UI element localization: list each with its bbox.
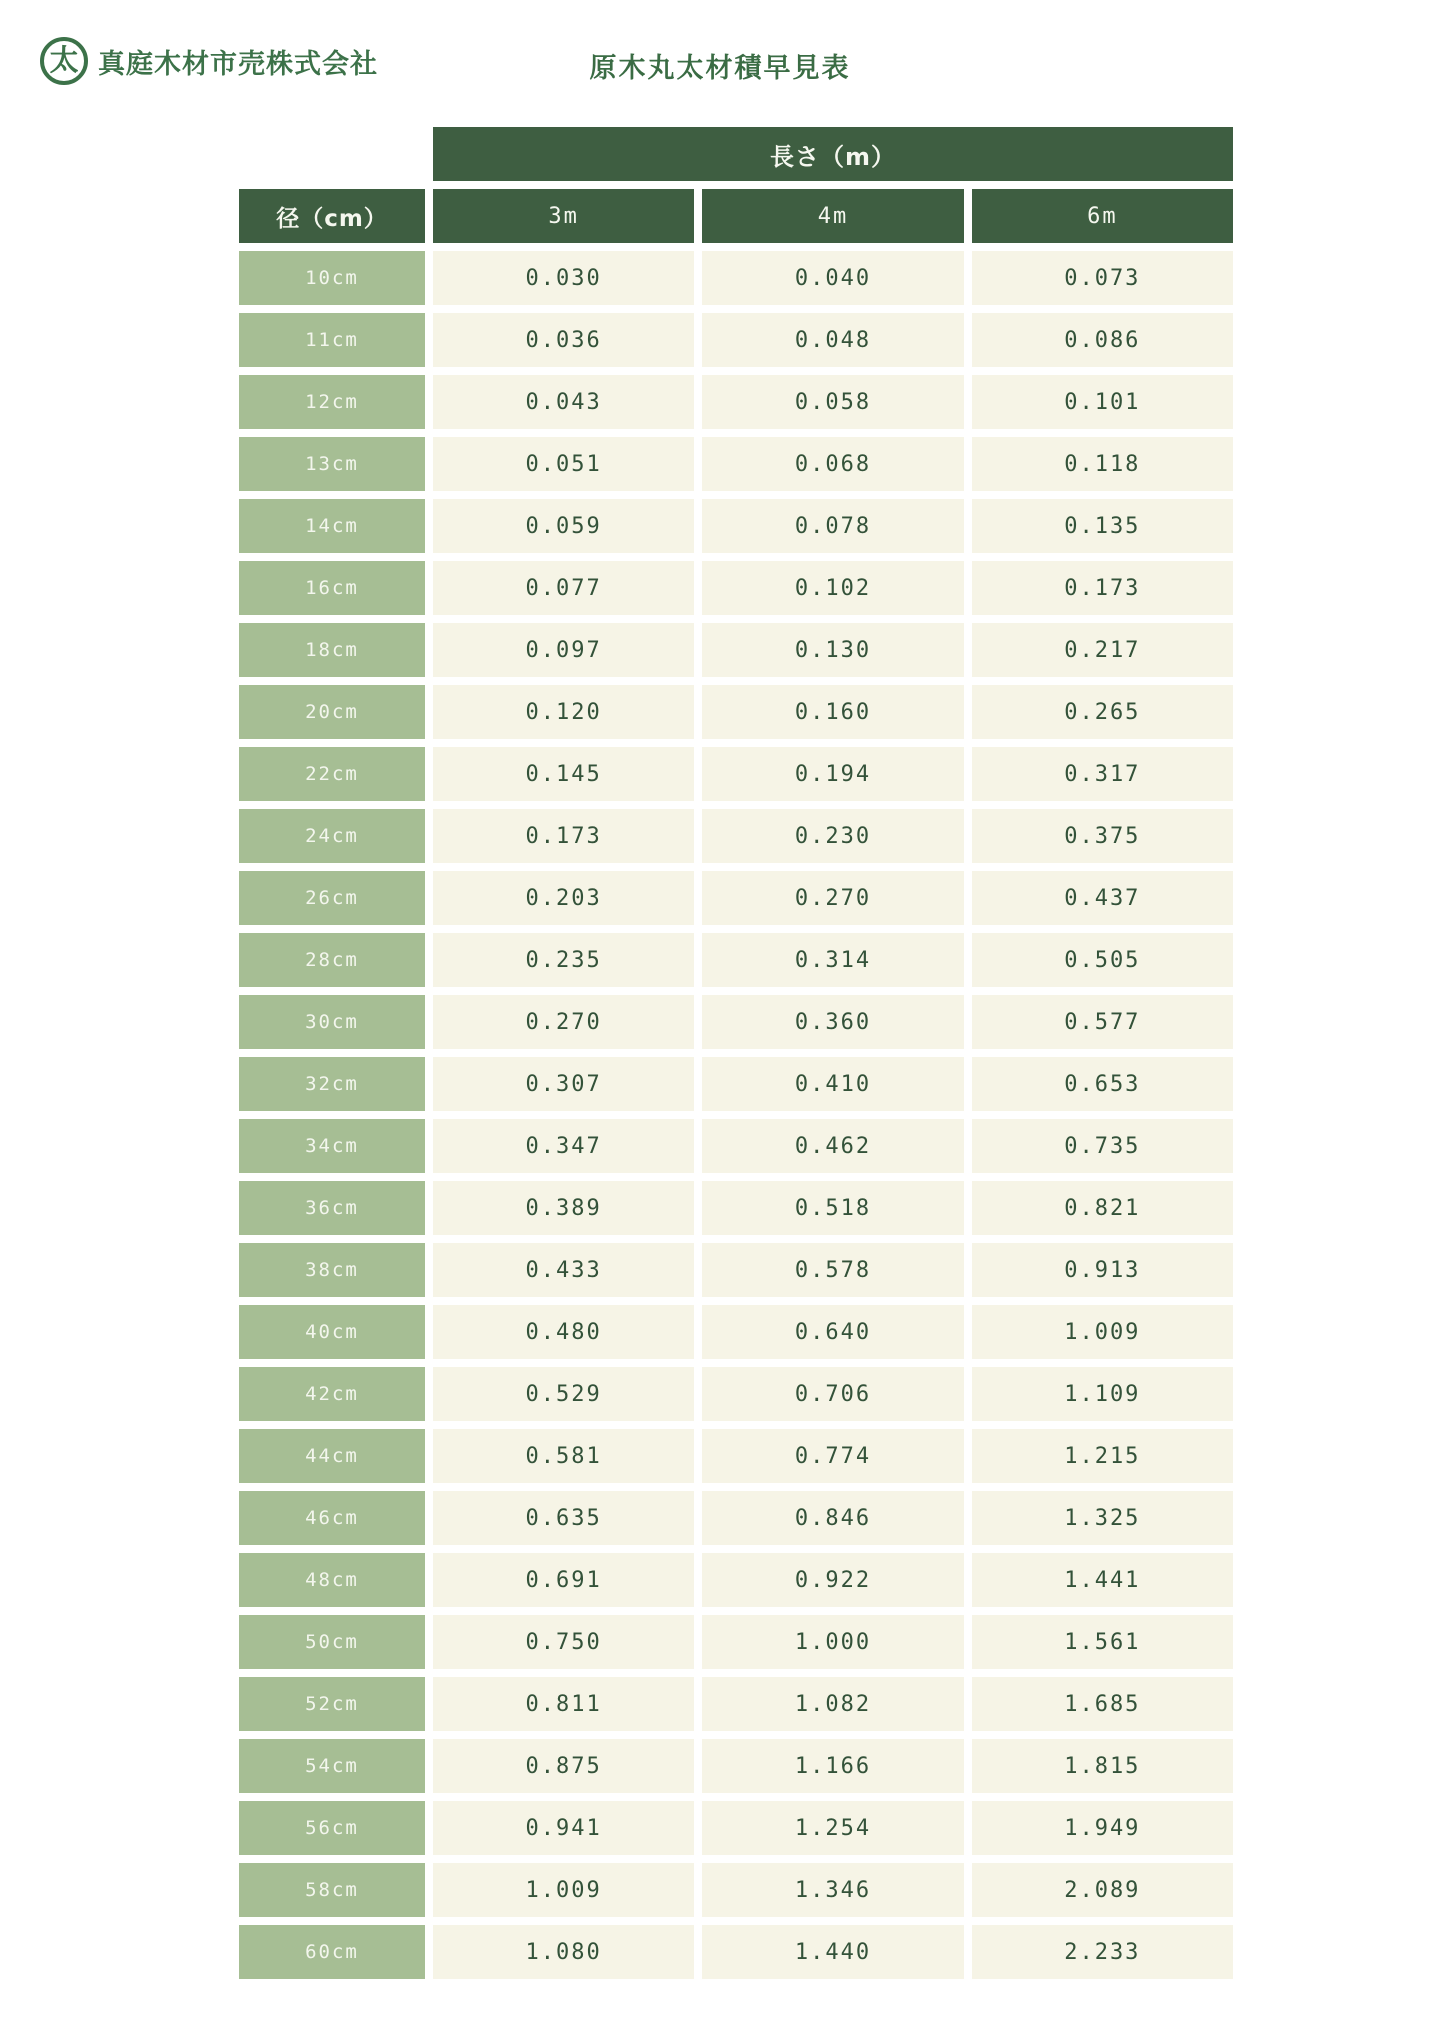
col-header-6m: 6m: [972, 189, 1233, 243]
volume-cell: 0.130: [702, 623, 963, 677]
diameter-cell: 24cm: [239, 809, 425, 863]
volume-cell: 1.561: [972, 1615, 1233, 1669]
page-title: 原木丸太材積早見表: [589, 53, 851, 84]
volume-cell: 0.086: [972, 313, 1233, 367]
length-group-header: 長さ（m）: [433, 127, 1233, 181]
diameter-cell: 12cm: [239, 375, 425, 429]
volume-cell: 0.173: [433, 809, 694, 863]
volume-cell: 0.102: [702, 561, 963, 615]
volume-cell: 0.203: [433, 871, 694, 925]
volume-cell: 0.194: [702, 747, 963, 801]
diameter-cell: 58cm: [239, 1863, 425, 1917]
volume-cell: 0.437: [972, 871, 1233, 925]
diameter-cell: 26cm: [239, 871, 425, 925]
volume-cell: 0.735: [972, 1119, 1233, 1173]
diameter-cell: 40cm: [239, 1305, 425, 1359]
diameter-cell: 56cm: [239, 1801, 425, 1855]
diameter-cell: 34cm: [239, 1119, 425, 1173]
diameter-cell: 22cm: [239, 747, 425, 801]
volume-cell: 1.166: [702, 1739, 963, 1793]
company-name: 真庭木材市売株式会社: [98, 48, 378, 80]
volume-cell: 0.941: [433, 1801, 694, 1855]
volume-cell: 0.635: [433, 1491, 694, 1545]
volume-cell: 0.706: [702, 1367, 963, 1421]
volume-cell: 0.270: [702, 871, 963, 925]
volume-cell: 0.529: [433, 1367, 694, 1421]
volume-cell: 1.346: [702, 1863, 963, 1917]
diameter-cell: 36cm: [239, 1181, 425, 1235]
volume-cell: 0.077: [433, 561, 694, 615]
volume-cell: 0.036: [433, 313, 694, 367]
volume-cell: 0.314: [702, 933, 963, 987]
volume-cell: 0.640: [702, 1305, 963, 1359]
diameter-cell: 13cm: [239, 437, 425, 491]
volume-cell: 0.433: [433, 1243, 694, 1297]
diameter-cell: 11cm: [239, 313, 425, 367]
volume-cell: 0.811: [433, 1677, 694, 1731]
volume-cell: 0.505: [972, 933, 1233, 987]
volume-cell: 0.875: [433, 1739, 694, 1793]
volume-cell: 1.000: [702, 1615, 963, 1669]
volume-cell: 0.653: [972, 1057, 1233, 1111]
volume-cell: 1.325: [972, 1491, 1233, 1545]
diameter-cell: 60cm: [239, 1925, 425, 1979]
diameter-cell: 28cm: [239, 933, 425, 987]
volume-cell: 0.043: [433, 375, 694, 429]
diameter-cell: 32cm: [239, 1057, 425, 1111]
volume-cell: 0.581: [433, 1429, 694, 1483]
diameter-cell: 38cm: [239, 1243, 425, 1297]
diameter-cell: 14cm: [239, 499, 425, 553]
volume-cell: 0.030: [433, 251, 694, 305]
volume-cell: 0.518: [702, 1181, 963, 1235]
volume-cell: 0.120: [433, 685, 694, 739]
volume-cell: 0.059: [433, 499, 694, 553]
volume-cell: 0.078: [702, 499, 963, 553]
volume-cell: 0.217: [972, 623, 1233, 677]
volume-cell: 0.068: [702, 437, 963, 491]
volume-cell: 0.160: [702, 685, 963, 739]
volume-cell: 1.254: [702, 1801, 963, 1855]
volume-cell: 0.774: [702, 1429, 963, 1483]
volume-cell: 0.135: [972, 499, 1233, 553]
volume-cell: 0.230: [702, 809, 963, 863]
volume-cell: 0.265: [972, 685, 1233, 739]
volume-cell: 1.949: [972, 1801, 1233, 1855]
volume-cell: 0.375: [972, 809, 1233, 863]
volume-cell: 0.173: [972, 561, 1233, 615]
volume-cell: 0.360: [702, 995, 963, 1049]
volume-cell: 0.578: [702, 1243, 963, 1297]
volume-cell: 0.307: [433, 1057, 694, 1111]
volume-cell: 1.215: [972, 1429, 1233, 1483]
col-header-4m: 4m: [702, 189, 963, 243]
diameter-cell: 20cm: [239, 685, 425, 739]
diameter-cell: 30cm: [239, 995, 425, 1049]
volume-cell: 0.462: [702, 1119, 963, 1173]
diameter-cell: 52cm: [239, 1677, 425, 1731]
volume-cell: 1.440: [702, 1925, 963, 1979]
diameter-cell: 10cm: [239, 251, 425, 305]
volume-cell: 0.913: [972, 1243, 1233, 1297]
volume-cell: 0.270: [433, 995, 694, 1049]
volume-cell: 0.040: [702, 251, 963, 305]
volume-cell: 2.233: [972, 1925, 1233, 1979]
volume-cell: 1.685: [972, 1677, 1233, 1731]
diameter-cell: 46cm: [239, 1491, 425, 1545]
volume-cell: 0.389: [433, 1181, 694, 1235]
diameter-cell: 16cm: [239, 561, 425, 615]
diameter-cell: 54cm: [239, 1739, 425, 1793]
volume-table: [239, 127, 1233, 1979]
volume-cell: 1.109: [972, 1367, 1233, 1421]
diameter-cell: 42cm: [239, 1367, 425, 1421]
volume-cell: 1.009: [972, 1305, 1233, 1359]
volume-cell: 0.101: [972, 375, 1233, 429]
col-header-3m: 3m: [433, 189, 694, 243]
volume-cell: 0.051: [433, 437, 694, 491]
volume-cell: 0.821: [972, 1181, 1233, 1235]
volume-cell: 1.441: [972, 1553, 1233, 1607]
volume-cell: 0.073: [972, 251, 1233, 305]
volume-cell: 0.058: [702, 375, 963, 429]
volume-cell: 1.082: [702, 1677, 963, 1731]
volume-cell: 0.235: [433, 933, 694, 987]
volume-cell: 0.480: [433, 1305, 694, 1359]
diameter-cell: 44cm: [239, 1429, 425, 1483]
volume-cell: 0.118: [972, 437, 1233, 491]
volume-cell: 1.815: [972, 1739, 1233, 1793]
diameter-cell: 50cm: [239, 1615, 425, 1669]
diameter-cell: 18cm: [239, 623, 425, 677]
logo-character: 太: [49, 42, 79, 77]
volume-cell: 0.922: [702, 1553, 963, 1607]
volume-cell: 1.080: [433, 1925, 694, 1979]
volume-cell: 0.750: [433, 1615, 694, 1669]
diameter-cell: 48cm: [239, 1553, 425, 1607]
volume-cell: 0.410: [702, 1057, 963, 1111]
diameter-group-header: 径（cm）: [239, 189, 425, 243]
volume-cell: 2.089: [972, 1863, 1233, 1917]
volume-cell: 0.347: [433, 1119, 694, 1173]
volume-cell: 0.577: [972, 995, 1233, 1049]
volume-cell: 0.097: [433, 623, 694, 677]
volume-cell: 0.145: [433, 747, 694, 801]
volume-cell: 0.691: [433, 1553, 694, 1607]
volume-cell: 0.317: [972, 747, 1233, 801]
volume-cell: 1.009: [433, 1863, 694, 1917]
table-corner-spacer: [239, 127, 425, 181]
volume-cell: 0.048: [702, 313, 963, 367]
volume-cell: 0.846: [702, 1491, 963, 1545]
